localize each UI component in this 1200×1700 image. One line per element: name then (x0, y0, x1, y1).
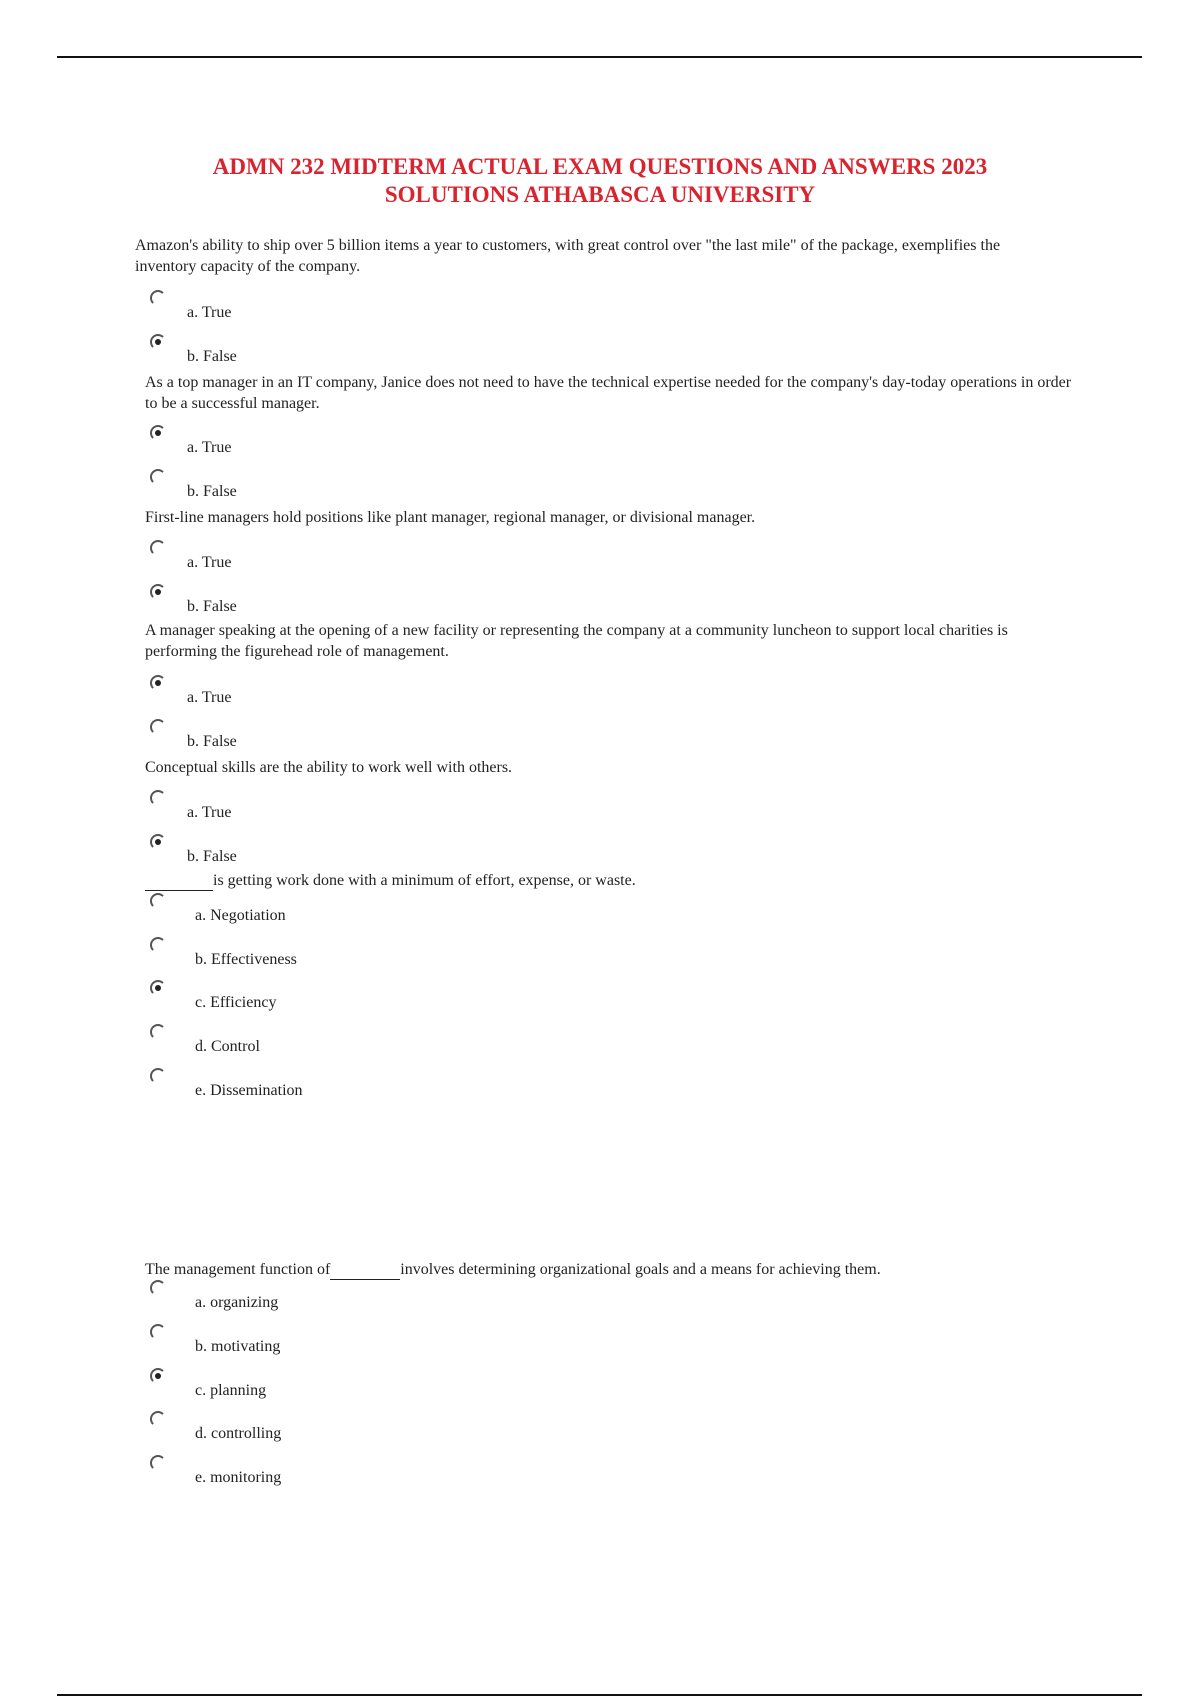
option-label: a. True (187, 554, 232, 571)
option-label: e. Dissemination (195, 1082, 303, 1099)
radio-button-icon[interactable] (150, 790, 166, 806)
bottom-rule (57, 1694, 1142, 1696)
radio-button-icon[interactable] (150, 469, 166, 485)
option-label: c. planning (195, 1382, 267, 1399)
question-7-text (145, 1259, 1075, 1280)
radio-button-icon[interactable] (150, 1455, 166, 1471)
radio-button-icon[interactable] (150, 1324, 166, 1340)
radio-button-selected-icon[interactable] (150, 425, 166, 441)
radio-button-icon[interactable] (150, 1068, 166, 1084)
radio-button-icon[interactable] (150, 540, 166, 556)
radio-button-icon[interactable] (150, 290, 166, 306)
radio-button-selected-icon[interactable] (150, 1368, 166, 1384)
question-2-text: As a top manager in an IT company, Janice does not need to have the technical expertise needed for the company's day-today operations in order to be a successful manager. (145, 374, 1072, 412)
option-label: b. motivating (195, 1338, 281, 1355)
radio-button-selected-icon[interactable] (150, 675, 166, 691)
option-label: a. True (187, 689, 232, 706)
fill-in-blank (145, 874, 213, 891)
radio-button-selected-icon[interactable] (150, 584, 166, 600)
option-label: b. False (187, 483, 237, 500)
question-5-text: Conceptual skills are the ability to work well with others. (145, 759, 513, 776)
question-6-text (145, 870, 1075, 891)
radio-button-icon[interactable] (150, 1411, 166, 1427)
radio-button-icon[interactable] (150, 719, 166, 735)
option-label: e. monitoring (195, 1469, 282, 1486)
radio-button-icon[interactable] (150, 1280, 166, 1296)
option-label: b. False (187, 598, 237, 615)
radio-button-selected-icon[interactable] (150, 334, 166, 350)
fill-in-blank (330, 1263, 400, 1280)
option-label: a. True (187, 439, 232, 456)
document-title-line-1: ADMN 232 MIDTERM ACTUAL EXAM QUESTIONS AND ANSWERS 2023 (212, 154, 988, 179)
option-label: b. Effectiveness (195, 951, 297, 968)
option-label: c. Efficiency (195, 994, 277, 1011)
option-label: a. Negotiation (195, 907, 286, 924)
option-label: a. True (187, 804, 232, 821)
document-title-line-2: SOLUTIONS ATHABASCA UNIVERSITY (384, 182, 816, 207)
option-label: a. True (187, 304, 232, 321)
radio-button-icon[interactable] (150, 937, 166, 953)
option-label: b. False (187, 733, 237, 750)
option-label: a. organizing (195, 1294, 279, 1311)
question-4-text: A manager speaking at the opening of a new facility or representing the company at a community luncheon to support local charities is performing the figurehead role of management. (145, 622, 1008, 660)
option-label: b. False (187, 848, 237, 865)
radio-button-selected-icon[interactable] (150, 834, 166, 850)
radio-button-icon[interactable] (150, 893, 166, 909)
radio-button-icon[interactable] (150, 1024, 166, 1040)
option-label: b. False (187, 348, 237, 365)
question-7-text-after-blank: involves determining organizational goals and a means for achieving them. (400, 1261, 881, 1278)
question-6-text-after-blank: is getting work done with a minimum of effort, expense, or waste. (213, 872, 636, 889)
option-label: d. controlling (195, 1425, 282, 1442)
question-1-text: Amazon's ability to ship over 5 billion items a year to customers, with great control over "the last mile" of the package, exemplifies the inventory capacity of the company. (135, 237, 1001, 275)
question-7-text-before-blank: The management function of (145, 1261, 331, 1278)
option-label: d. Control (195, 1038, 260, 1055)
radio-button-selected-icon[interactable] (150, 980, 166, 996)
question-3-text: First-line managers hold positions like plant manager, regional manager, or divisional manager. (145, 509, 756, 526)
top-rule (57, 56, 1142, 58)
